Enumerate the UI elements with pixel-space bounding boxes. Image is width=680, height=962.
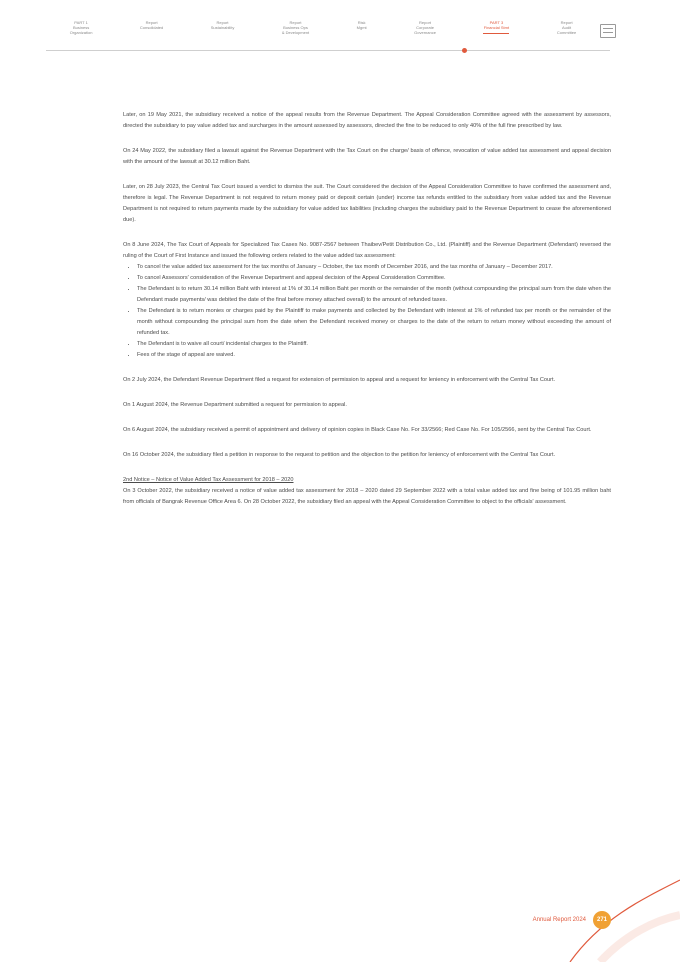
nav-tab-line: Report: [560, 20, 573, 25]
court-orders-list: [123, 262, 611, 361]
nav-tab-business-operations[interactable]: [258, 18, 333, 35]
paragraph: On 3 October 2022, the subsidiary received a notice of value added tax assessment for 2018 – 2020 dated 29 September 2022 with a total value added tax and fine being of 101.95 million baht from officials of Bangrak Revenue Office Area 6. On 28 October 2022, the subsidiary filed an appeal with the Appeal Consideration Committee to object to the officials' assessment.: [123, 488, 611, 505]
nav-tab-line: Business: [72, 25, 90, 30]
nav-tab-line: Report: [145, 20, 158, 25]
nav-tab-line: & Development: [281, 30, 310, 35]
list-item: • The Defendant is to return 30.14 million Baht with interest at 1% of 30.14 million Baht per month or the remainder of the month (without compounding the principal sum from the date when the Defendant made payments/ was debited the date of the final before money attached overall) to the amount of refunded taxes.: [137, 284, 611, 306]
nav-tab-line: Report: [289, 20, 302, 25]
nav-tab-line: Mgmt: [356, 25, 367, 30]
nav-tab-line: Organization: [69, 30, 93, 35]
footer-decoration: [540, 860, 680, 962]
menu-icon[interactable]: [600, 24, 616, 38]
nav-tab-line: PART 1: [74, 20, 88, 25]
paragraph: On 6 August 2024, the subsidiary received a permit of appointment and delivery of opinion copies in Black Case No. For 33/2566; Red Case No. For 105/2566, sent by the Central Tax Court.: [123, 427, 592, 433]
nav-tab-business[interactable]: [46, 18, 116, 35]
page-number-badge: 271: [593, 911, 611, 929]
nav-tab-line: Sustainability: [210, 25, 235, 30]
nav-tab-audit-committee[interactable]: [533, 18, 600, 35]
nav-tab-line: Committee: [556, 30, 577, 35]
paragraph: On 1 August 2024, the Revenue Department submitted a request for permission to appeal.: [123, 402, 347, 408]
nav-tab-financial-statements[interactable]: [460, 18, 533, 34]
paragraph: On 16 October 2024, the subsidiary filed a petition in response to the request to petition and the objection to the petition for leniency of enforcement with the Central Tax Court.: [123, 452, 556, 458]
report-title-footer: Annual Report 2024: [532, 917, 586, 923]
list-item: • The Defendant is to return monies or charges paid by the Plaintiff to make payments and collected by the Defendant with interest at 1% of refunded tax per month or the remainder of the month without compounding the principal sum from the date when the Defendant received money or charges to the date of the return to return money without exceeding the amount of refunded tax.: [137, 306, 611, 339]
nav-tab-line: Report: [216, 20, 229, 25]
nav-tab-line: Consolidated: [139, 25, 164, 30]
paragraph: Later, on 19 May 2021, the subsidiary received a notice of the appeal results from the Revenue Department. The Appeal Consideration Committee agreed with the assessment by assessors, directed the subsidiary to pay value added tax and surcharges in the amount assessed by assessors, directed the fine to be reduced to only 40% of the full fine prescribed by law.: [123, 112, 611, 129]
nav-tab-line: Corporate: [416, 25, 434, 30]
nav-tab-sustainability[interactable]: [187, 18, 258, 30]
nav-tab-risk[interactable]: [333, 18, 390, 30]
top-navigation: [46, 18, 616, 54]
active-section-marker: [462, 48, 467, 53]
nav-tab-line: Risk: [357, 20, 366, 25]
nav-tab-line: Financial Stmt: [483, 25, 510, 30]
list-item: • The Defendant is to waive all court/ incidental charges to the Plaintiff.: [137, 339, 611, 350]
section-heading: 2nd Notice – Notice of Value Added Tax Assessment for 2018 – 2020: [123, 477, 294, 483]
list-item: • To cancel Assessors' consideration of the Revenue Department and appeal decision of the Appeal Consideration Committee.: [137, 273, 611, 284]
nav-tab-governance[interactable]: [390, 18, 459, 35]
nav-tab-line: Report: [419, 20, 432, 25]
list-item: • To cancel the value added tax assessment for the tax months of January – October, the tax month of December 2016, and the tax months of January – December 2017.: [137, 262, 611, 273]
nav-tab-line: Business Ops: [283, 25, 308, 30]
nav-tab-consolidated[interactable]: [116, 18, 187, 30]
nav-divider: [46, 50, 610, 51]
nav-tab-line: PART 3: [489, 20, 504, 25]
nav-tab-line: Audit: [562, 25, 572, 30]
paragraph: Later, on 28 July 2023, the Central Tax Court issued a verdict to dismiss the suit. The Court considered the decision of the Appeal Consideration Committee to have confirmed the assessment and, therefore is legal. The Revenue Department is not required to return money paid or deposit certain (under) income tax refunds entitled to the subsidiary from value added tax and the Revenue Department is not required to return payments made by the subsidiary for value added tax liabilities (including charges the subsidiary paid to the Revenue Department to cease the aforementioned due).: [123, 184, 611, 223]
nav-tab-line: Governance: [414, 30, 436, 35]
paragraph: On 2 July 2024, the Defendant Revenue Department filed a request for extension of permission to appeal and a request for leniency in enforcement with the Central Tax Court.: [123, 377, 556, 383]
list-item: • Fees of the stage of appeal are waived.: [137, 350, 611, 361]
document-body: [123, 110, 611, 522]
paragraph: On 8 June 2024, The Tax Court of Appeals for Specialized Tax Cases No. 9087-2567 between Thaibev/Petit Distribution Co., Ltd. (Plaintiff) and the Revenue Department (Defendant) reversed the ruling of the Court of First Instance and issued the following orders related to the value added tax assessment:: [123, 242, 611, 259]
active-tab-underline: [483, 33, 509, 34]
paragraph: On 24 May 2022, the subsidiary filed a lawsuit against the Revenue Department with the Tax Court on the charge/ basis of offence, revocation of value added tax assessment and appeal decision with the amount of the lawsuit at 30.12 million Baht.: [123, 148, 611, 165]
